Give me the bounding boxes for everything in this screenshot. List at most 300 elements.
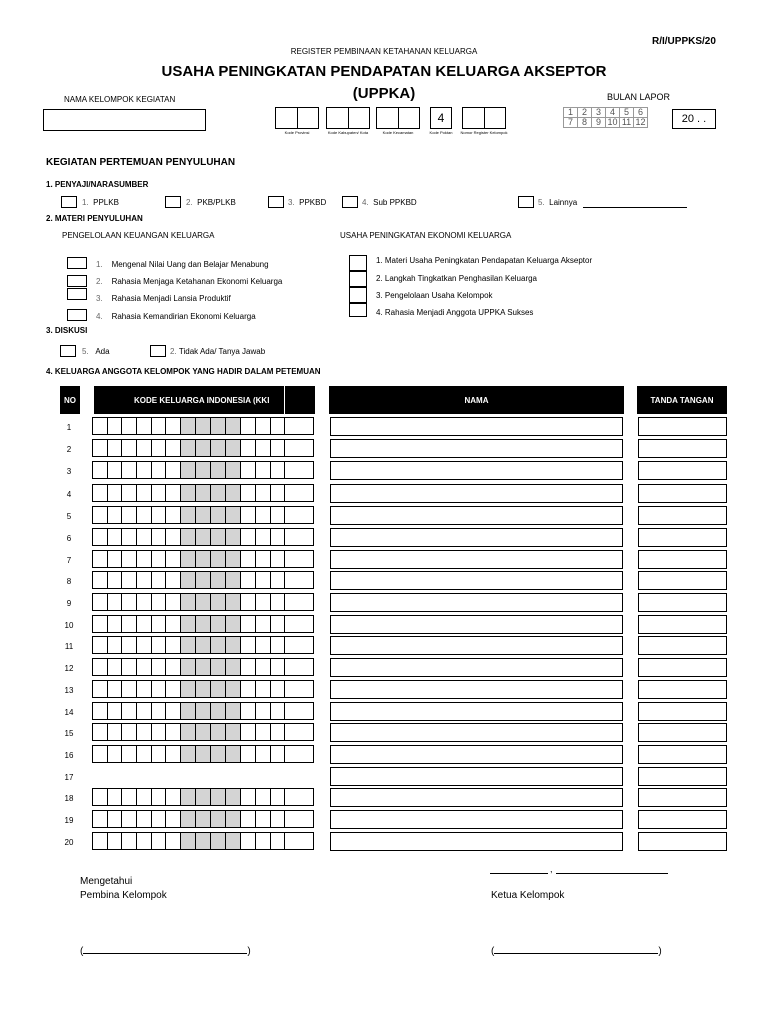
row-number: 12 (64, 664, 74, 673)
kki-digit-divider (270, 659, 271, 675)
nomor-register-label: Nomor Register Kelompok (460, 130, 508, 135)
materi-right-1: 1. Materi Usaha Peningkatan Pendapatan Keluarga Akseptor (376, 256, 593, 265)
tanda-tangan-field[interactable] (638, 571, 727, 590)
materi-right-3-checkbox[interactable] (349, 287, 367, 303)
bulan-1[interactable]: 1 (564, 108, 578, 118)
kki-shaded-cell (211, 746, 226, 762)
kki-digit-divider (165, 724, 166, 740)
nama-field[interactable] (330, 528, 623, 547)
kki-digit-divider (165, 833, 166, 849)
kki-digit-divider (284, 746, 285, 762)
kki-digit-divider (151, 507, 152, 523)
kki-digit-divider (121, 507, 122, 523)
kki-digit-divider (121, 572, 122, 588)
kki-digit-divider (136, 507, 137, 523)
kki-digit-divider (136, 681, 137, 697)
kki-shaded-cell (181, 637, 196, 653)
kki-digit-divider (107, 833, 108, 849)
diskusi-ada-checkbox[interactable] (60, 345, 76, 357)
kki-digit-divider (151, 551, 152, 567)
kki-code-field[interactable] (92, 506, 314, 524)
kki-digit-divider (107, 789, 108, 805)
lainnya-line[interactable] (583, 207, 687, 208)
kki-digit-divider (255, 659, 256, 675)
kki-digit-divider (165, 418, 166, 434)
kki-digit-divider (121, 594, 122, 610)
row-number: 2 (66, 445, 72, 454)
kki-shaded-cell (211, 485, 226, 501)
sub-ppkbd-checkbox[interactable] (342, 196, 358, 208)
kki-shaded-cell (181, 789, 196, 805)
row-number: 5 (66, 512, 72, 521)
kki-shaded-cell (211, 637, 226, 653)
kki-code-field[interactable] (92, 788, 314, 806)
kki-digit-divider (136, 833, 137, 849)
row-number: 19 (64, 816, 74, 825)
nama-field[interactable] (330, 745, 623, 764)
kki-digit-divider (240, 507, 241, 523)
kki-digit-divider (270, 485, 271, 501)
bulan-6[interactable]: 6 (634, 108, 648, 118)
kki-shaded-cell (226, 551, 241, 567)
kki-digit-divider (165, 637, 166, 653)
tanda-tangan-field[interactable] (638, 439, 727, 458)
kki-shaded-cell (211, 681, 226, 697)
materi-left-4-checkbox[interactable] (67, 309, 87, 321)
kki-shaded-cell (226, 746, 241, 762)
bulan-8[interactable]: 8 (578, 118, 592, 128)
tanda-tangan-field[interactable] (638, 461, 727, 480)
kki-code-field[interactable] (92, 832, 314, 850)
kode-kecamatan-field[interactable] (376, 107, 420, 129)
kki-digit-divider (165, 703, 166, 719)
kki-digit-divider (255, 485, 256, 501)
kki-digit-divider (240, 418, 241, 434)
keuangan-title: PENGELOLAAN KEUANGAN KELUARGA (62, 231, 215, 240)
kki-digit-divider (240, 440, 241, 456)
kki-code-field[interactable] (92, 528, 314, 546)
materi-left-2-checkbox[interactable] (67, 275, 87, 287)
kki-shaded-cell (196, 811, 211, 827)
kki-digit-divider (284, 833, 285, 849)
nama-field[interactable] (330, 506, 623, 525)
kki-digit-divider (270, 507, 271, 523)
kki-digit-divider (240, 462, 241, 478)
kki-shaded-cell (211, 659, 226, 675)
nama-field[interactable] (330, 571, 623, 590)
kki-digit-divider (151, 811, 152, 827)
materi-left-1-checkbox[interactable] (67, 257, 87, 269)
bulan-7[interactable]: 7 (564, 118, 578, 128)
kki-shaded-cell (226, 811, 241, 827)
kki-digit-divider (165, 462, 166, 478)
kki-digit-divider (240, 811, 241, 827)
kki-digit-divider (121, 724, 122, 740)
kki-code-field[interactable] (92, 571, 314, 589)
pkb-label: 2. PKB/PLKB (186, 198, 236, 207)
kki-digit-divider (136, 789, 137, 805)
tanda-tangan-field[interactable] (638, 528, 727, 547)
tanda-tangan-field[interactable] (638, 615, 727, 634)
mengetahui-label: Mengetahui (80, 876, 133, 887)
nama-kelompok-field[interactable] (43, 109, 206, 131)
nama-field[interactable] (330, 615, 623, 634)
kki-shaded-cell (211, 462, 226, 478)
year-field[interactable]: 20 . . (672, 109, 716, 129)
tanda-tangan-field[interactable] (638, 767, 727, 786)
kki-shaded-cell (181, 724, 196, 740)
kki-digit-divider (284, 811, 285, 827)
kki-shaded-cell (226, 659, 241, 675)
nama-field[interactable] (330, 417, 623, 436)
kki-digit-divider (136, 703, 137, 719)
kki-shaded-cell (211, 572, 226, 588)
nama-field[interactable] (330, 767, 623, 786)
kki-digit-divider (107, 616, 108, 632)
nama-field[interactable] (330, 788, 623, 807)
kki-digit-divider (270, 462, 271, 478)
kki-code-field[interactable] (92, 461, 314, 479)
bulan-9[interactable]: 9 (592, 118, 606, 128)
kki-digit-divider (107, 440, 108, 456)
kki-code-field[interactable] (92, 810, 314, 828)
nama-field[interactable] (330, 636, 623, 655)
s4-title: 4. KELUARGA ANGGOTA KELOMPOK YANG HADIR DALAM PETEMUAN (46, 367, 321, 376)
kki-digit-divider (151, 572, 152, 588)
kki-digit-divider (121, 462, 122, 478)
kki-digit-divider (151, 724, 152, 740)
kki-digit-divider (151, 462, 152, 478)
kki-digit-divider (255, 551, 256, 567)
kki-digit-divider (255, 440, 256, 456)
kki-digit-divider (107, 507, 108, 523)
ppkbd-checkbox[interactable] (268, 196, 284, 208)
kki-code-field[interactable] (92, 680, 314, 698)
row-number: 9 (66, 599, 72, 608)
kki-digit-divider (107, 659, 108, 675)
tanda-tangan-field[interactable] (638, 593, 727, 612)
kki-digit-divider (107, 746, 108, 762)
diskusi-ada-label: 5. Ada (82, 347, 110, 356)
kki-digit-divider (136, 616, 137, 632)
kki-digit-divider (240, 529, 241, 545)
col-nama-header: NAMA (329, 386, 624, 414)
kki-digit-divider (165, 485, 166, 501)
kki-digit-divider (255, 833, 256, 849)
kki-shaded-cell (181, 485, 196, 501)
nama-field[interactable] (330, 832, 623, 851)
kki-digit-divider (284, 659, 285, 675)
nama-field[interactable] (330, 658, 623, 677)
kki-shaded-cell (211, 811, 226, 827)
pkb-checkbox[interactable] (165, 196, 181, 208)
kki-digit-divider (121, 703, 122, 719)
subtitle: (UPPKA) (352, 85, 416, 102)
kki-shaded-cell (226, 833, 241, 849)
kki-digit-divider (240, 637, 241, 653)
kode-poktan-field[interactable]: 4 (430, 107, 452, 129)
kki-digit-divider (107, 418, 108, 434)
kki-digit-divider (270, 681, 271, 697)
tanda-tangan-field[interactable] (638, 417, 727, 436)
kki-digit-divider (151, 485, 152, 501)
kki-digit-divider (284, 485, 285, 501)
kki-digit-divider (255, 637, 256, 653)
materi-right-1-checkbox[interactable] (349, 255, 367, 271)
nama-field[interactable] (330, 593, 623, 612)
kki-code-field[interactable] (92, 615, 314, 633)
kki-shaded-cell (226, 681, 241, 697)
kki-digit-divider (136, 462, 137, 478)
kki-shaded-cell (226, 440, 241, 456)
kki-shaded-cell (181, 594, 196, 610)
pplkb-checkbox[interactable] (61, 196, 77, 208)
kki-digit-divider (121, 551, 122, 567)
kki-shaded-cell (196, 485, 211, 501)
tanda-tangan-field[interactable] (638, 702, 727, 721)
s3-title: 3. DISKUSI (46, 326, 88, 335)
kki-digit-divider (270, 724, 271, 740)
tanda-tangan-field[interactable] (638, 636, 727, 655)
kki-digit-divider (107, 724, 108, 740)
kki-digit-divider (255, 703, 256, 719)
ketua-signature[interactable]: ( ) (491, 946, 662, 957)
kki-shaded-cell (226, 789, 241, 805)
kki-digit-divider (121, 746, 122, 762)
kki-digit-divider (136, 724, 137, 740)
kki-digit-divider (255, 616, 256, 632)
kki-shaded-cell (181, 529, 196, 545)
materi-left-3-checkbox[interactable] (67, 288, 87, 300)
kki-shaded-cell (211, 616, 226, 632)
nama-kelompok-label: NAMA KELOMPOK KEGIATAN (64, 95, 176, 104)
kki-shaded-cell (196, 529, 211, 545)
nama-field[interactable] (330, 461, 623, 480)
kki-shaded-cell (196, 659, 211, 675)
kki-digit-divider (151, 703, 152, 719)
bulan-4[interactable]: 4 (606, 108, 620, 118)
bulan-12[interactable]: 12 (635, 117, 646, 127)
kki-shaded-cell (211, 833, 226, 849)
kki-shaded-cell (226, 616, 241, 632)
diskusi-tidak-checkbox[interactable] (150, 345, 166, 357)
kki-digit-divider (270, 703, 271, 719)
kki-digit-divider (165, 440, 166, 456)
kki-digit-divider (151, 637, 152, 653)
tanda-tangan-field[interactable] (638, 658, 727, 677)
materi-right-3: 3. Pengelolaan Usaha Kelompok (376, 291, 493, 300)
kki-shaded-cell (196, 681, 211, 697)
register-title: REGISTER PEMBINAAN KETAHANAN KELUARGA (290, 47, 478, 56)
kki-shaded-cell (226, 507, 241, 523)
kki-digit-divider (165, 507, 166, 523)
kki-digit-divider (240, 659, 241, 675)
place-line[interactable] (490, 873, 548, 874)
bulan-2[interactable]: 2 (578, 108, 592, 118)
kki-digit-divider (136, 637, 137, 653)
kki-shaded-cell (181, 572, 196, 588)
tanda-tangan-field[interactable] (638, 484, 727, 503)
kode-kabupaten-field[interactable] (326, 107, 370, 129)
kki-code-field[interactable] (92, 593, 314, 611)
kki-digit-divider (270, 746, 271, 762)
kki-digit-divider (136, 746, 137, 762)
bulan-lapor-label: BULAN LAPOR (607, 92, 671, 102)
nama-field[interactable] (330, 680, 623, 699)
lainnya-label: 5. Lainnya (538, 198, 578, 207)
s1-title: 1. PENYAJI/NARASUMBER (46, 180, 149, 189)
kki-digit-divider (136, 440, 137, 456)
kki-digit-divider (284, 681, 285, 697)
kki-digit-divider (151, 833, 152, 849)
kki-digit-divider (270, 418, 271, 434)
kki-digit-divider (270, 811, 271, 827)
kki-digit-divider (107, 637, 108, 653)
kki-digit-divider (284, 418, 285, 434)
kki-shaded-cell (196, 616, 211, 632)
kki-digit-divider (107, 551, 108, 567)
nama-field[interactable] (330, 810, 623, 829)
kki-shaded-cell (211, 507, 226, 523)
kki-code-field[interactable] (92, 550, 314, 568)
bulan-5[interactable]: 5 (620, 108, 634, 118)
nama-field[interactable] (330, 723, 623, 742)
kki-shaded-cell (196, 594, 211, 610)
tanda-tangan-field[interactable] (638, 723, 727, 742)
materi-left-4: 4. Rahasia Kemandirian Ekonomi Keluarga (96, 312, 256, 321)
kki-shaded-cell (181, 681, 196, 697)
kki-digit-divider (284, 594, 285, 610)
kki-code-field[interactable] (92, 745, 314, 763)
materi-right-2-checkbox[interactable] (349, 271, 367, 287)
kki-shaded-cell (196, 746, 211, 762)
tanda-tangan-field[interactable] (638, 550, 727, 569)
kki-digit-divider (284, 616, 285, 632)
kki-shaded-cell (226, 485, 241, 501)
kki-digit-divider (121, 529, 122, 545)
kki-digit-divider (240, 551, 241, 567)
kki-code-field[interactable] (92, 417, 314, 435)
kki-shaded-cell (196, 418, 211, 434)
kki-digit-divider (121, 485, 122, 501)
kki-digit-divider (165, 789, 166, 805)
tanda-tangan-field[interactable] (638, 680, 727, 699)
bulan-10[interactable]: 10 (607, 117, 618, 127)
kki-digit-divider (165, 659, 166, 675)
kki-shaded-cell (211, 789, 226, 805)
kki-shaded-cell (226, 703, 241, 719)
pplkb-label: 1. PPLKB (82, 198, 119, 207)
kki-code-field[interactable] (92, 658, 314, 676)
date-line[interactable] (556, 873, 668, 874)
nama-field[interactable] (330, 484, 623, 503)
col-ttd-header: TANDA TANGAN (637, 386, 727, 414)
row-number: 4 (66, 490, 72, 499)
kki-shaded-cell (196, 572, 211, 588)
tanda-tangan-field[interactable] (638, 832, 727, 851)
row-number: 3 (66, 467, 72, 476)
kki-digit-divider (151, 659, 152, 675)
pembina-signature[interactable]: ( ) (80, 946, 251, 957)
kki-code-field[interactable] (92, 484, 314, 502)
lainnya-checkbox[interactable] (518, 196, 534, 208)
kki-code-field[interactable] (92, 723, 314, 741)
tanda-tangan-field[interactable] (638, 788, 727, 807)
kki-digit-divider (107, 703, 108, 719)
kki-digit-divider (121, 681, 122, 697)
kki-digit-divider (165, 681, 166, 697)
diskusi-tidak-label: 2. Tidak Ada/ Tanya Jawab (170, 347, 266, 356)
tanda-tangan-field[interactable] (638, 810, 727, 829)
bulan-3[interactable]: 3 (592, 108, 606, 118)
kki-digit-divider (270, 789, 271, 805)
kki-shaded-cell (211, 440, 226, 456)
materi-left-3: 3. Rahasia Menjadi Lansia Produktif (96, 294, 231, 303)
section-title: KEGIATAN PERTEMUAN PENYULUHAN (46, 157, 236, 168)
kki-digit-divider (107, 572, 108, 588)
col-no-header: NO (60, 386, 80, 414)
materi-left-2: 2. Rahasia Menjaga Ketahanan Ekonomi Keluarga (96, 277, 283, 286)
ekonomi-title: USAHA PENINGKATAN EKONOMI KELUARGA (340, 231, 512, 240)
col-kki-header: KODE KELUARGA INDONESIA (KKI (94, 386, 315, 414)
kki-shaded-cell (196, 551, 211, 567)
kki-digit-divider (240, 572, 241, 588)
kki-shaded-cell (226, 418, 241, 434)
bulan-11[interactable]: 11 (620, 118, 634, 128)
kki-digit-divider (151, 440, 152, 456)
tanda-tangan-field[interactable] (638, 506, 727, 525)
row-number: 13 (64, 686, 74, 695)
nama-field[interactable] (330, 702, 623, 721)
kki-shaded-cell (196, 637, 211, 653)
kki-code-field[interactable] (92, 702, 314, 720)
kki-code-field[interactable] (92, 636, 314, 654)
kki-code-field[interactable] (92, 439, 314, 457)
kki-shaded-cell (226, 529, 241, 545)
kki-digit-divider (165, 594, 166, 610)
kki-digit-divider (240, 616, 241, 632)
kki-digit-divider (165, 616, 166, 632)
document-code: R/I/UPPKS/20 (652, 36, 716, 47)
kki-digit-divider (284, 724, 285, 740)
materi-left-1: 1. Mengenal Nilai Uang dan Belajar Menabung (96, 260, 269, 269)
kki-digit-divider (240, 833, 241, 849)
kode-provinsi-field[interactable] (275, 107, 319, 129)
kki-digit-divider (151, 789, 152, 805)
sub-ppkbd-label: 4. Sub PPKBD (362, 198, 417, 207)
materi-right-2: 2. Langkah Tingkatkan Penghasilan Keluarga (376, 274, 538, 283)
nomor-register-field[interactable] (462, 107, 506, 129)
kki-digit-divider (165, 811, 166, 827)
nama-field[interactable] (330, 439, 623, 458)
row-number: 6 (66, 534, 72, 543)
row-number: 17 (64, 773, 74, 782)
ketua-label: Ketua Kelompok (491, 890, 565, 901)
row-number: 11 (64, 642, 74, 651)
row-number: 8 (66, 577, 72, 586)
nama-field[interactable] (330, 550, 623, 569)
materi-right-4-checkbox[interactable] (349, 303, 367, 317)
kki-digit-divider (151, 594, 152, 610)
kki-shaded-cell (196, 833, 211, 849)
kki-digit-divider (107, 485, 108, 501)
kki-shaded-cell (226, 572, 241, 588)
tanda-tangan-field[interactable] (638, 745, 727, 764)
kki-digit-divider (255, 462, 256, 478)
bulan-lapor-grid[interactable] (563, 107, 648, 128)
kki-shaded-cell (181, 833, 196, 849)
kki-digit-divider (284, 703, 285, 719)
